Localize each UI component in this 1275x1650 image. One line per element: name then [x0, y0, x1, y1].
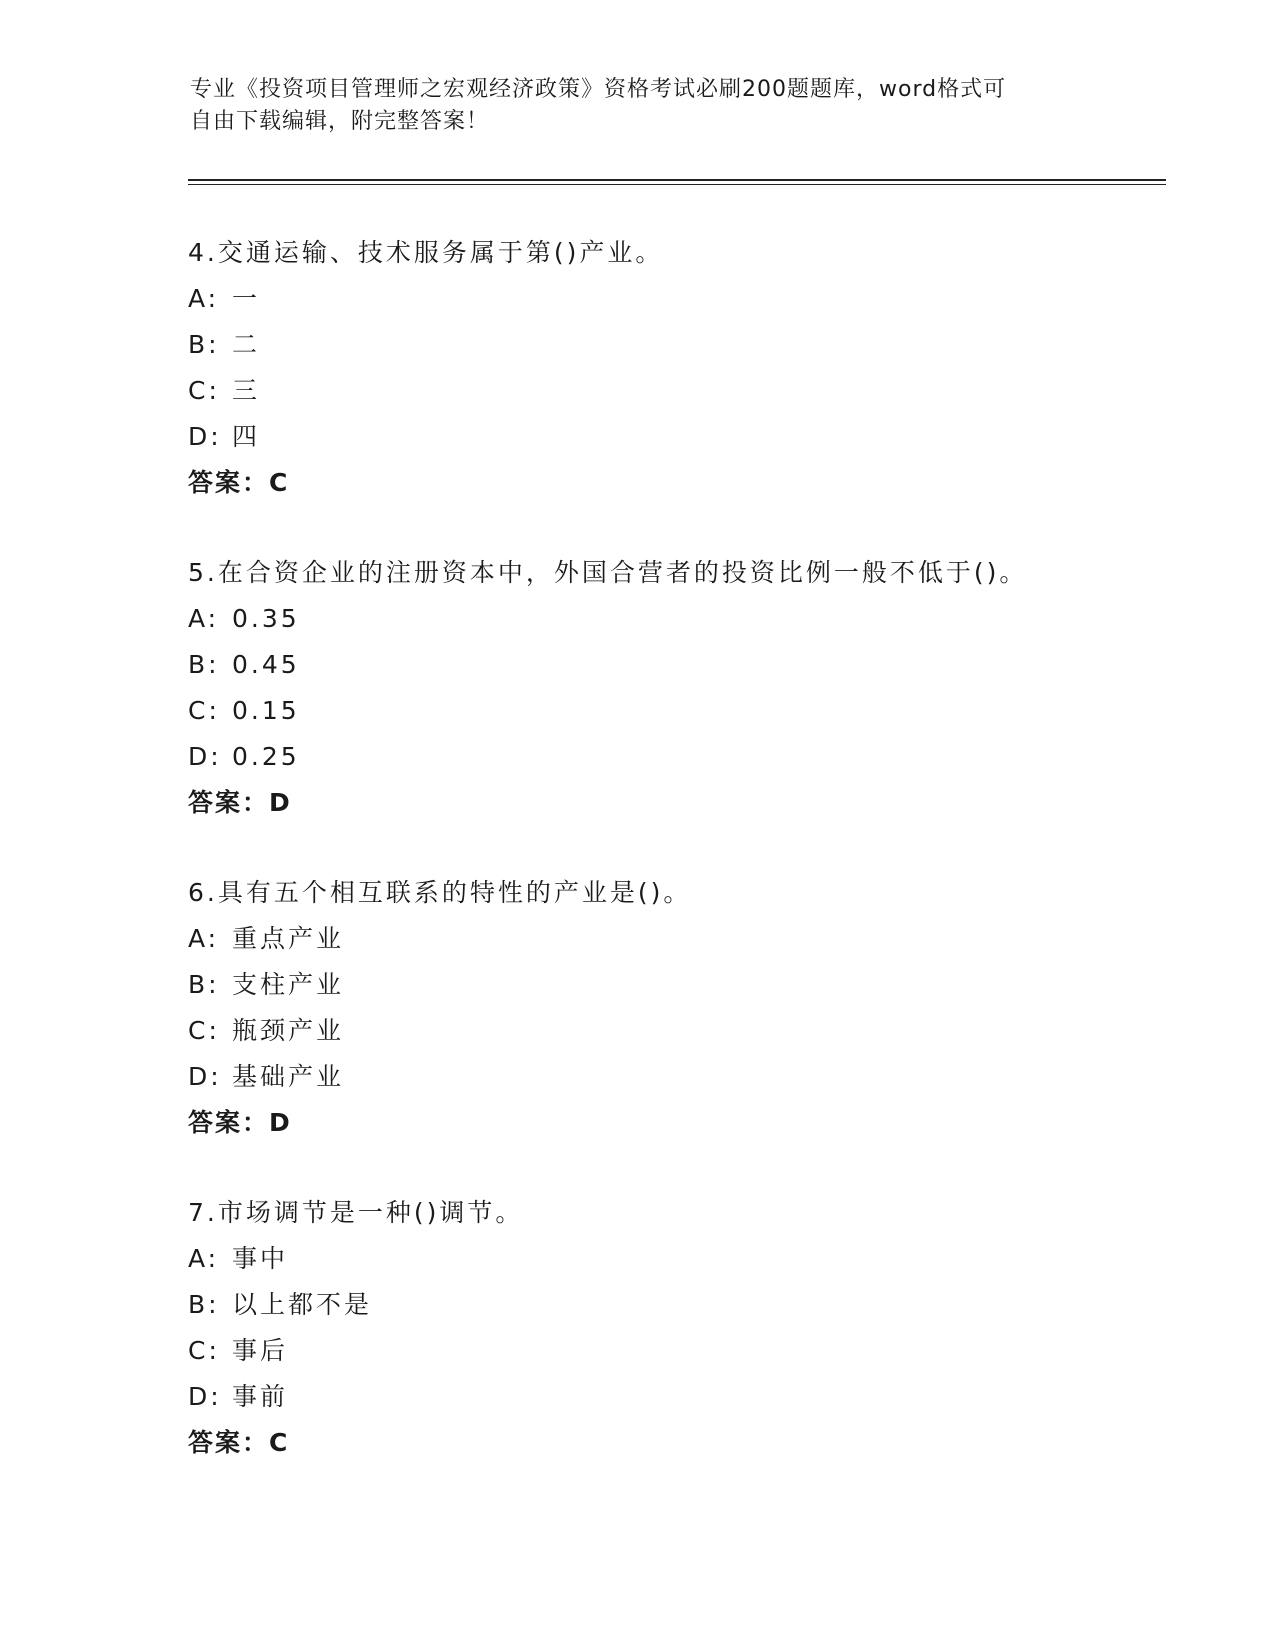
- answer-label: 答案：: [188, 1428, 270, 1457]
- option-text: 三: [232, 376, 261, 405]
- option-d: [188, 1374, 1168, 1420]
- option-key: D:: [188, 742, 222, 771]
- option-a: [188, 916, 1168, 962]
- header-divider-thin: [188, 184, 1166, 185]
- option-key: B:: [188, 970, 220, 999]
- option-key: A:: [188, 924, 220, 953]
- option-key: D:: [188, 422, 222, 451]
- answer-value: C: [269, 1428, 289, 1457]
- option-key: C:: [188, 376, 220, 405]
- header-line-2: 自由下载编辑，附完整答案！: [190, 109, 490, 134]
- option-a: [188, 596, 1168, 642]
- document-header: [190, 74, 1090, 138]
- option-a: [188, 276, 1168, 322]
- answer-value: D: [269, 1108, 291, 1137]
- option-key: A:: [188, 1244, 220, 1273]
- option-key: A:: [188, 604, 220, 633]
- option-text: 0.35: [232, 604, 300, 633]
- question-block: [188, 870, 1168, 1146]
- option-c: [188, 368, 1168, 414]
- option-text: 事后: [232, 1336, 289, 1365]
- option-b: [188, 642, 1168, 688]
- answer-value: C: [269, 468, 289, 497]
- question-block: [188, 550, 1168, 826]
- answer-line: [188, 1100, 1168, 1146]
- option-b: [188, 1282, 1168, 1328]
- option-key: C:: [188, 696, 220, 725]
- option-b: [188, 322, 1168, 368]
- header-line-1: 专业《投资项目管理师之宏观经济政策》资格考试必刷200题题库，word格式可: [190, 77, 1007, 102]
- option-key: D:: [188, 1382, 222, 1411]
- option-key: C:: [188, 1016, 220, 1045]
- option-key: A:: [188, 284, 220, 313]
- option-text: 0.25: [232, 742, 300, 771]
- question-title: 7.市场调节是一种()调节。: [188, 1198, 524, 1227]
- question-title: 4.交通运输、技术服务属于第()产业。: [188, 238, 664, 267]
- option-text: 一: [232, 284, 261, 313]
- question-block: [188, 1190, 1168, 1466]
- answer-label: 答案：: [188, 788, 270, 817]
- option-key: D:: [188, 1062, 222, 1091]
- question-title: 5.在合资企业的注册资本中，外国合营者的投资比例一般不低于()。: [188, 558, 1028, 587]
- option-text: 基础产业: [232, 1062, 345, 1091]
- answer-line: [188, 460, 1168, 506]
- option-text: 四: [232, 422, 261, 451]
- header-divider-thick: [188, 179, 1166, 181]
- option-d: [188, 414, 1168, 460]
- option-c: [188, 1328, 1168, 1374]
- option-text: 重点产业: [232, 924, 345, 953]
- option-text: 0.15: [232, 696, 300, 725]
- option-text: 0.45: [232, 650, 300, 679]
- option-text: 瓶颈产业: [232, 1016, 345, 1045]
- answer-line: [188, 780, 1168, 826]
- option-b: [188, 962, 1168, 1008]
- option-key: B:: [188, 330, 220, 359]
- option-d: [188, 734, 1168, 780]
- option-text: 事前: [232, 1382, 289, 1411]
- option-key: B:: [188, 1290, 220, 1319]
- answer-value: D: [269, 788, 291, 817]
- question-title: 6.具有五个相互联系的特性的产业是()。: [188, 878, 692, 907]
- option-a: [188, 1236, 1168, 1282]
- option-text: 支柱产业: [232, 970, 345, 999]
- option-key: C:: [188, 1336, 220, 1365]
- option-d: [188, 1054, 1168, 1100]
- option-key: B:: [188, 650, 220, 679]
- answer-label: 答案：: [188, 1108, 270, 1137]
- option-text: 事中: [232, 1244, 289, 1273]
- answer-label: 答案：: [188, 468, 270, 497]
- answer-line: [188, 1420, 1168, 1466]
- option-c: [188, 1008, 1168, 1054]
- option-c: [188, 688, 1168, 734]
- option-text: 二: [232, 330, 261, 359]
- question-block: [188, 230, 1168, 506]
- option-text: 以上都不是: [232, 1290, 373, 1319]
